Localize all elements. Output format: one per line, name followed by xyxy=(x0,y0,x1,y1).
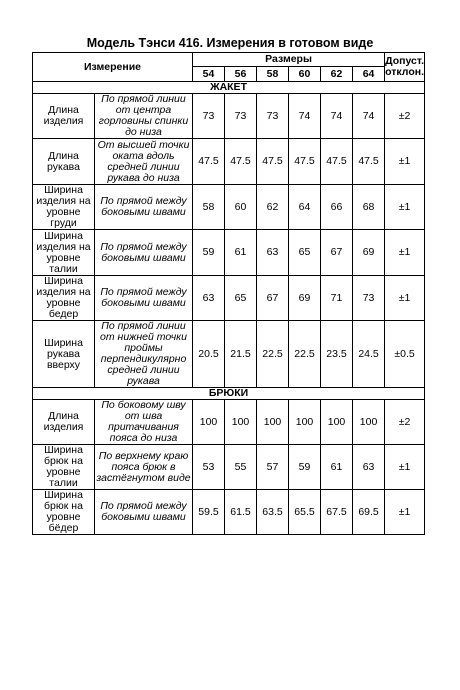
table-row xyxy=(33,276,425,321)
size-value: 47.5 xyxy=(353,139,385,185)
measurement-description: По боковому шву от шва притачивания пояса до низа xyxy=(95,400,193,445)
size-value: 47.5 xyxy=(289,139,321,185)
size-value: 59.5 xyxy=(193,490,225,535)
size-value: 74 xyxy=(289,94,321,139)
measurement-description: По прямой между боковыми швами xyxy=(95,230,193,276)
measurement-name: Длина рукава xyxy=(33,139,95,185)
size-value: 61 xyxy=(225,230,257,276)
table-row xyxy=(33,185,425,230)
size-value: 24.5 xyxy=(353,321,385,388)
size-value: 21.5 xyxy=(225,321,257,388)
size-value: 61.5 xyxy=(225,490,257,535)
size-value: 23.5 xyxy=(321,321,353,388)
size-value: 65 xyxy=(289,230,321,276)
table-row xyxy=(33,400,425,445)
measurement-description: По прямой линии от центра горловины спинки до низа xyxy=(95,94,193,139)
measurement-name: Ширина рукава вверху xyxy=(33,321,95,388)
tolerance-value: ±1 xyxy=(385,445,425,490)
size-header: 58 xyxy=(257,67,289,82)
size-value: 22.5 xyxy=(289,321,321,388)
size-value: 63 xyxy=(353,445,385,490)
measurement-description: По прямой линии от нижней точки проймы перпендикулярно средней линии рукава xyxy=(95,321,193,388)
size-value: 65 xyxy=(225,276,257,321)
size-header: 56 xyxy=(225,67,257,82)
measurement-name: Ширина изделия на уровне груди xyxy=(33,185,95,230)
size-value: 60 xyxy=(225,185,257,230)
size-header: 60 xyxy=(289,67,321,82)
table-row xyxy=(33,230,425,276)
size-value: 74 xyxy=(321,94,353,139)
size-value: 65.5 xyxy=(289,490,321,535)
size-value: 63.5 xyxy=(257,490,289,535)
section-title: ЖАКЕТ xyxy=(33,82,425,94)
size-value: 58 xyxy=(193,185,225,230)
size-value: 73 xyxy=(193,94,225,139)
table-row xyxy=(33,94,425,139)
table-row xyxy=(33,139,425,185)
tolerance-value: ±2 xyxy=(385,400,425,445)
size-value: 100 xyxy=(321,400,353,445)
size-value: 71 xyxy=(321,276,353,321)
tolerance-value: ±0.5 xyxy=(385,321,425,388)
size-value: 100 xyxy=(257,400,289,445)
size-value: 63 xyxy=(193,276,225,321)
size-value: 100 xyxy=(225,400,257,445)
measurement-description: От высшей точки оката вдоль средней линии рукава до низа xyxy=(95,139,193,185)
tolerance-value: ±1 xyxy=(385,139,425,185)
measurement-name: Длина изделия xyxy=(33,94,95,139)
section-row xyxy=(33,82,425,94)
table-row xyxy=(33,445,425,490)
size-value: 67 xyxy=(321,230,353,276)
size-value: 47.5 xyxy=(193,139,225,185)
tolerance-value: ±2 xyxy=(385,94,425,139)
size-value: 74 xyxy=(353,94,385,139)
size-value: 59 xyxy=(289,445,321,490)
size-value: 68 xyxy=(353,185,385,230)
size-value: 66 xyxy=(321,185,353,230)
size-value: 69 xyxy=(353,230,385,276)
size-value: 47.5 xyxy=(257,139,289,185)
size-value: 69.5 xyxy=(353,490,385,535)
size-value: 63 xyxy=(257,230,289,276)
size-value: 67 xyxy=(257,276,289,321)
size-value: 62 xyxy=(257,185,289,230)
measurement-description: По прямой между боковыми швами xyxy=(95,276,193,321)
size-header: 54 xyxy=(193,67,225,82)
size-value: 73 xyxy=(353,276,385,321)
size-value: 100 xyxy=(193,400,225,445)
measurement-name: Ширина изделия на уровне талии xyxy=(33,230,95,276)
size-value: 69 xyxy=(289,276,321,321)
tolerance-value: ±1 xyxy=(385,276,425,321)
size-value: 47.5 xyxy=(321,139,353,185)
size-value: 22.5 xyxy=(257,321,289,388)
tolerance-value: ±1 xyxy=(385,490,425,535)
size-header: 64 xyxy=(353,67,385,82)
section-title: БРЮКИ xyxy=(33,388,425,400)
size-value: 20.5 xyxy=(193,321,225,388)
size-value: 61 xyxy=(321,445,353,490)
section-row xyxy=(33,388,425,400)
size-value: 73 xyxy=(225,94,257,139)
header-row xyxy=(33,53,425,67)
table-row xyxy=(33,490,425,535)
size-value: 100 xyxy=(289,400,321,445)
size-value: 53 xyxy=(193,445,225,490)
tolerance-header: Допуст. отклон. xyxy=(385,53,425,82)
size-value: 55 xyxy=(225,445,257,490)
size-value: 57 xyxy=(257,445,289,490)
measurement-header: Измерение xyxy=(33,53,193,82)
size-value: 47.5 xyxy=(225,139,257,185)
measurements-table xyxy=(32,52,425,535)
size-value: 100 xyxy=(353,400,385,445)
size-value: 67.5 xyxy=(321,490,353,535)
measurement-name: Длина изделия xyxy=(33,400,95,445)
sizes-header: Размеры xyxy=(193,53,385,67)
measurement-description: По верхнему краю пояса брюк в застёгнутом виде xyxy=(95,445,193,490)
page-title: Модель Тэнси 416. Измерения в готовом виде xyxy=(86,36,374,50)
size-header: 62 xyxy=(321,67,353,82)
tolerance-value: ±1 xyxy=(385,230,425,276)
measurement-name: Ширина изделия на уровне бедер xyxy=(33,276,95,321)
measurement-description: По прямой между боковыми швами xyxy=(95,490,193,535)
size-value: 64 xyxy=(289,185,321,230)
measurement-description: По прямой между боковыми швами xyxy=(95,185,193,230)
size-value: 73 xyxy=(257,94,289,139)
size-value: 59 xyxy=(193,230,225,276)
measurement-name: Ширина брюк на уровне бёдер xyxy=(33,490,95,535)
tolerance-value: ±1 xyxy=(385,185,425,230)
measurement-name: Ширина брюк на уровне талии xyxy=(33,445,95,490)
table-row xyxy=(33,321,425,388)
